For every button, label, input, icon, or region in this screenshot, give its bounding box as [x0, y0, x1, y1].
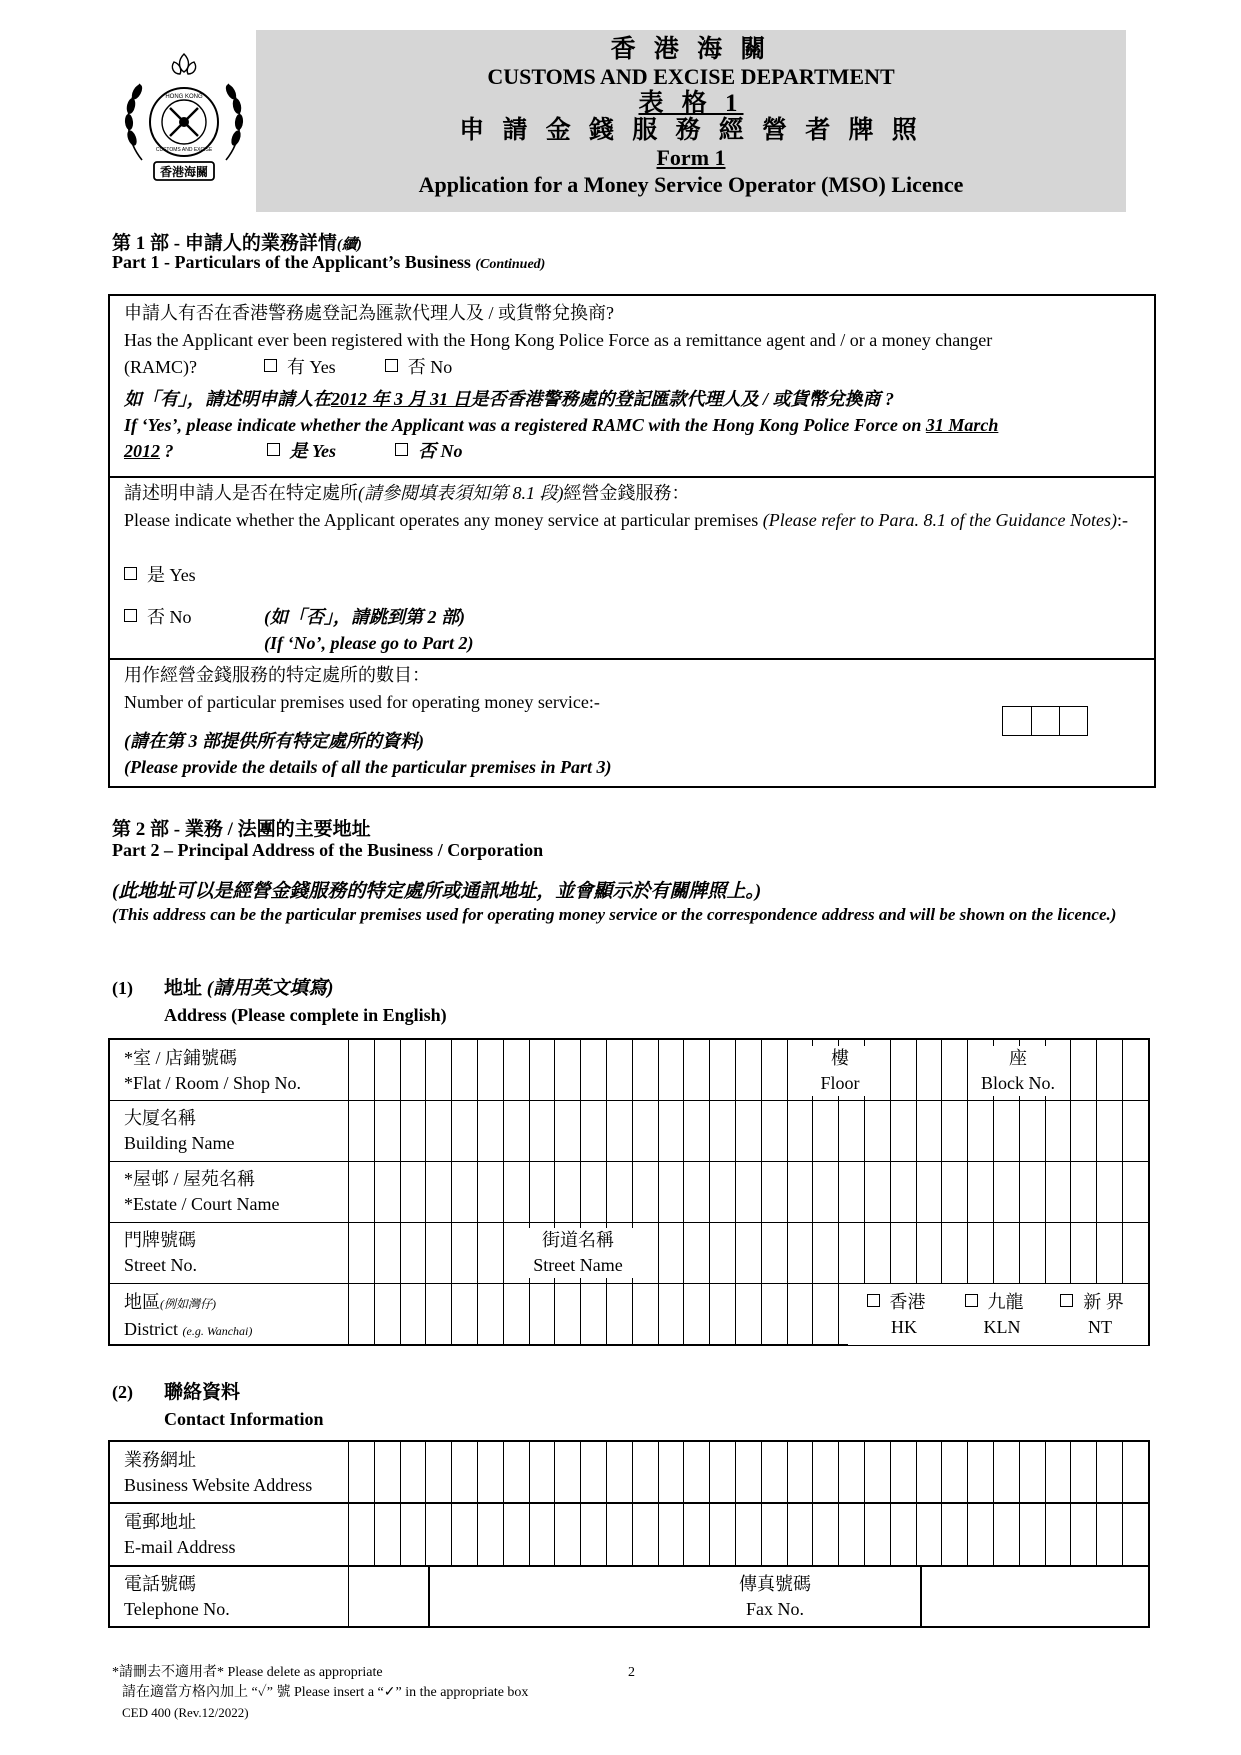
- entry-cell-divider: [425, 1442, 426, 1502]
- entry-cell-divider: [1045, 1504, 1046, 1565]
- entry-cell-divider: [580, 1442, 581, 1502]
- entry-cell-divider: [400, 1504, 401, 1565]
- entry-cell-divider: [890, 1223, 891, 1283]
- building-label: 大厦名稱 Building Name: [124, 1108, 235, 1153]
- entry-cell-divider: [1122, 1504, 1123, 1565]
- entry-cell-divider: [709, 1223, 710, 1283]
- entry-cell-divider: [658, 1162, 659, 1222]
- entry-cell-divider: [735, 1442, 736, 1502]
- telephone-label: 電話號碼 Telephone No.: [124, 1574, 230, 1619]
- entry-cell-divider: [477, 1284, 478, 1346]
- entry-cell-divider: [400, 1101, 401, 1161]
- entry-cell-divider: [606, 1162, 607, 1222]
- entry-cell-divider: [967, 1442, 968, 1502]
- section1-heading: 地址 (請用英文填寫) Address (Please complete in English): [164, 978, 447, 1025]
- entry-cell-divider: [761, 1101, 762, 1161]
- entry-cell-divider: [683, 1223, 684, 1283]
- entry-cell-divider: [812, 1504, 813, 1565]
- entry-cell-divider: [400, 1223, 401, 1283]
- entry-cell-divider: [1070, 1442, 1071, 1502]
- entry-cell-divider: [993, 1101, 994, 1161]
- entry-cell-divider: [1019, 1504, 1020, 1565]
- entry-cell-divider: [941, 1040, 942, 1100]
- entry-cell-divider: [425, 1040, 426, 1100]
- entry-cell-divider: [1019, 1442, 1020, 1502]
- entry-cell-divider: [1045, 1101, 1046, 1161]
- entry-cell-divider: [1045, 1223, 1046, 1283]
- email-label: 電郵地址 E-mail Address: [124, 1512, 236, 1557]
- section2-number: (2): [112, 1382, 133, 1402]
- entry-cell-divider: [606, 1284, 607, 1346]
- entry-cell-divider: [916, 1101, 917, 1161]
- entry-cell-divider: [477, 1504, 478, 1565]
- entry-cell-divider: [632, 1040, 633, 1100]
- entry-cell-divider: [658, 1442, 659, 1502]
- q2-text: 請述明申請人是否在特定處所(請參閱填表須知第 8.1 段)經營金錢服務： Please indicate whether the Applicant operates any money service at particular premises (Please refer to Para. 8.1 of the Guidance Notes):-: [124, 483, 1129, 530]
- entry-cell-divider: [787, 1442, 788, 1502]
- logo-text-bottom: CUSTOMS AND EXCISE: [155, 147, 213, 153]
- entry-cell-divider: [967, 1162, 968, 1222]
- entry-cell-divider: [890, 1442, 891, 1502]
- entry-cell-divider: [864, 1223, 865, 1283]
- entry-cell-divider: [606, 1040, 607, 1100]
- part1-heading-zh: 第 1 部 - 申請人的業務詳情(續): [112, 233, 362, 254]
- q3-note: (請在第 3 部提供所有特定處所的資料) (Please provide the details of all the particular premises in Part 3): [124, 731, 612, 777]
- entry-cell-divider: [503, 1101, 504, 1161]
- entry-cell-divider: [425, 1284, 426, 1346]
- entry-cell-divider: [374, 1504, 375, 1565]
- entry-cell-divider: [1122, 1442, 1123, 1502]
- entry-cell-divider: [812, 1101, 813, 1161]
- entry-cell-divider: [993, 1504, 994, 1565]
- entry-cell-divider: [683, 1040, 684, 1100]
- form-title-zh: 申 請 金 錢 服 務 經 營 者 牌 照: [459, 117, 923, 144]
- entry-cell-divider: [554, 1040, 555, 1100]
- entry-cell-divider: [941, 1162, 942, 1222]
- entry-cell-divider: [477, 1101, 478, 1161]
- entry-cell-divider: [709, 1504, 710, 1565]
- entry-cell-divider: [761, 1162, 762, 1222]
- entry-cell-divider: [503, 1162, 504, 1222]
- entry-cell-divider: [529, 1162, 530, 1222]
- part2-heading-zh: 第 2 部 - 業務 / 法團的主要地址: [112, 819, 371, 840]
- entry-cell-divider: [451, 1442, 452, 1502]
- entry-cell-divider: [529, 1442, 530, 1502]
- entry-cell-divider: [1096, 1504, 1097, 1565]
- entry-cell-divider: [503, 1223, 504, 1283]
- form-revision: CED 400 (Rev.12/2022): [122, 1705, 249, 1720]
- q1-no-checkbox[interactable]: [385, 359, 398, 372]
- entry-cell-divider: [683, 1101, 684, 1161]
- entry-cell-divider: [709, 1442, 710, 1502]
- entry-cell-divider: [1019, 1223, 1020, 1283]
- q2-no-checkbox[interactable]: [124, 609, 137, 622]
- entry-cell-divider: [606, 1101, 607, 1161]
- entry-cell-divider: [735, 1223, 736, 1283]
- entry-cell-divider: [374, 1223, 375, 1283]
- flat-label: *室 / 店鋪號碼 *Flat / Room / Shop No.: [124, 1048, 302, 1093]
- q1b-no-checkbox[interactable]: [395, 443, 408, 456]
- entry-cell-divider: [890, 1101, 891, 1161]
- entry-cell-divider: [1070, 1223, 1071, 1283]
- entry-cell-divider: [1148, 1223, 1149, 1283]
- floor-label: 樓 Floor: [804, 1046, 876, 1096]
- entry-cell-divider: [838, 1162, 839, 1222]
- entry-cell-divider: [812, 1284, 813, 1346]
- entry-cell-divider: [425, 1504, 426, 1565]
- q1-yes-checkbox[interactable]: [264, 359, 277, 372]
- entry-cell-divider: [632, 1504, 633, 1565]
- entry-cell-divider: [916, 1162, 917, 1222]
- entry-cell-divider: [890, 1162, 891, 1222]
- entry-cell-divider: [451, 1162, 452, 1222]
- entry-cell-divider: [787, 1040, 788, 1100]
- street-no-label: 門牌號碼 Street No.: [124, 1230, 197, 1275]
- website-label: 業務網址 Business Website Address: [124, 1448, 312, 1498]
- entry-cell-divider: [761, 1040, 762, 1100]
- entry-cell-divider: [580, 1284, 581, 1346]
- entry-cell-divider: [1122, 1101, 1123, 1161]
- entry-cell-divider: [374, 1442, 375, 1502]
- entry-cell-divider: [1019, 1101, 1020, 1161]
- phone-box-divider: [920, 1566, 922, 1626]
- entry-cell-divider: [477, 1442, 478, 1502]
- entry-cell-divider: [993, 1442, 994, 1502]
- entry-cell-divider: [1096, 1040, 1097, 1100]
- entry-cell-divider: [503, 1040, 504, 1100]
- entry-cell-divider: [1070, 1040, 1071, 1100]
- entry-cell-divider: [787, 1223, 788, 1283]
- entry-cell-divider: [864, 1162, 865, 1222]
- form-header: [256, 30, 1126, 212]
- entry-cell-divider: [425, 1223, 426, 1283]
- form-number-zh: 表 格 1: [638, 90, 744, 117]
- entry-cell-divider: [348, 1442, 349, 1502]
- entry-cell-divider: [1148, 1040, 1149, 1100]
- entry-cell-divider: [838, 1101, 839, 1161]
- entry-cell-divider: [812, 1162, 813, 1222]
- entry-cell-divider: [1019, 1162, 1020, 1222]
- entry-cell-divider: [632, 1101, 633, 1161]
- entry-cell-divider: [735, 1101, 736, 1161]
- district-hk-checkbox[interactable]: [867, 1294, 880, 1307]
- entry-cell-divider: [838, 1284, 839, 1346]
- entry-cell-divider: [554, 1284, 555, 1346]
- entry-cell-divider: [967, 1101, 968, 1161]
- entry-cell-divider: [580, 1162, 581, 1222]
- entry-cell-divider: [761, 1442, 762, 1502]
- entry-cell-divider: [606, 1442, 607, 1502]
- premises-count-input[interactable]: [1002, 706, 1088, 736]
- district-nt-option: 新 界 NT: [1044, 1290, 1140, 1340]
- entry-cell-divider: [348, 1284, 349, 1346]
- entry-cell-divider: [1096, 1101, 1097, 1161]
- entry-cell-divider: [554, 1504, 555, 1565]
- entry-cell-divider: [890, 1504, 891, 1565]
- street-name-label: 街道名稱 Street Name: [518, 1228, 638, 1278]
- entry-cell-divider: [761, 1284, 762, 1346]
- block-label: 座 Block No.: [970, 1046, 1066, 1096]
- q2-yes-checkbox[interactable]: [124, 567, 137, 580]
- entry-cell-divider: [683, 1162, 684, 1222]
- entry-cell-divider: [735, 1504, 736, 1565]
- entry-cell-divider: [658, 1223, 659, 1283]
- q2-yes-option: 是 Yes: [124, 562, 196, 589]
- district-options: [848, 1290, 1148, 1345]
- entry-cell-divider: [916, 1504, 917, 1565]
- dept-name-zh: 香 港 海 關: [610, 36, 772, 63]
- entry-cell-divider: [916, 1223, 917, 1283]
- q1b-text: 如「有」，請述明申請人在2012 年 3 月 31 日是否香港警務處的登記匯款代理人及 / 或貨幣兌換商 ? If ‘Yes’, please indicate whether the Applicant was a registered RAMC with the Hong Kong Police Force on 31 March 2012 ? 是 Yes 否 No: [124, 389, 999, 461]
- footer-note-tick: 請在適當方格內加上 “✓” 號 Please insert a “✓” in the appropriate box: [122, 1685, 529, 1700]
- district-kln-option: 九龍 KLN: [946, 1290, 1042, 1340]
- section2-heading: 聯絡資料 Contact Information: [164, 1382, 324, 1429]
- entry-cell-divider: [529, 1101, 530, 1161]
- entry-cell-divider: [658, 1101, 659, 1161]
- entry-cell-divider: [451, 1040, 452, 1100]
- entry-cell-divider: [709, 1162, 710, 1222]
- entry-cell-divider: [1045, 1442, 1046, 1502]
- entry-cell-divider: [812, 1442, 813, 1502]
- q2-no-option: 否 No: [124, 604, 192, 631]
- entry-cell-divider: [864, 1101, 865, 1161]
- entry-cell-divider: [554, 1162, 555, 1222]
- estate-label: *屋邨 / 屋苑名稱 *Estate / Court Name: [124, 1169, 280, 1214]
- logo-text-zh: 香港海關: [159, 165, 209, 179]
- entry-cell-divider: [838, 1504, 839, 1565]
- entry-cell-divider: [1148, 1442, 1149, 1502]
- entry-cell-divider: [787, 1504, 788, 1565]
- entry-cell-divider: [632, 1162, 633, 1222]
- entry-cell-divider: [1045, 1162, 1046, 1222]
- entry-cell-divider: [580, 1040, 581, 1100]
- entry-cell-divider: [477, 1162, 478, 1222]
- entry-cell-divider: [683, 1284, 684, 1346]
- district-label: 地區(例如灣仔) District (e.g. Wanchai): [124, 1292, 253, 1339]
- entry-cell-divider: [838, 1223, 839, 1283]
- entry-cell-divider: [941, 1504, 942, 1565]
- entry-cell-divider: [1122, 1162, 1123, 1222]
- entry-cell-divider: [941, 1223, 942, 1283]
- entry-cell-divider: [1122, 1223, 1123, 1283]
- part1-heading-en: Part 1 - Particulars of the Applicant’s Business (Continued): [112, 252, 546, 272]
- entry-cell-divider: [787, 1284, 788, 1346]
- address-grid: [108, 1038, 1150, 1346]
- entry-cell-divider: [683, 1442, 684, 1502]
- entry-cell-divider: [735, 1040, 736, 1100]
- entry-cell-divider: [400, 1162, 401, 1222]
- entry-cell-divider: [374, 1040, 375, 1100]
- entry-cell-divider: [812, 1223, 813, 1283]
- logo-text-top: HONG KONG: [165, 94, 203, 100]
- entry-cell-divider: [993, 1162, 994, 1222]
- dept-name-en: CUSTOMS AND EXCISE DEPARTMENT: [487, 64, 895, 89]
- entry-cell-divider: [606, 1504, 607, 1565]
- entry-cell-divider: [1096, 1162, 1097, 1222]
- q3-text: 用作經營金錢服務的特定處所的數目： Number of particular premises used for operating money service:-: [124, 665, 600, 712]
- entry-cell-divider: [580, 1101, 581, 1161]
- entry-cell-divider: [993, 1223, 994, 1283]
- entry-cell-divider: [1070, 1101, 1071, 1161]
- entry-cell-divider: [864, 1504, 865, 1565]
- form-number-en: Form 1: [656, 145, 726, 170]
- entry-cell-divider: [1070, 1504, 1071, 1565]
- district-kln-checkbox[interactable]: [965, 1294, 978, 1307]
- entry-cell-divider: [348, 1223, 349, 1283]
- entry-cell-divider: [554, 1442, 555, 1502]
- entry-cell-divider: [554, 1101, 555, 1161]
- entry-cell-divider: [1070, 1162, 1071, 1222]
- entry-cell-divider: [1096, 1442, 1097, 1502]
- part1-questions-box: [108, 294, 1156, 788]
- entry-cell-divider: [890, 1040, 891, 1100]
- q2-note: (如「否」，請跳到第 2 部) (If ‘No’, please go to Part 2): [264, 607, 474, 653]
- part2-heading-en: Part 2 – Principal Address of the Business / Corporation: [112, 840, 544, 860]
- entry-cell-divider: [761, 1504, 762, 1565]
- entry-cell-divider: [761, 1223, 762, 1283]
- entry-cell-divider: [374, 1101, 375, 1161]
- entry-cell-divider: [374, 1162, 375, 1222]
- entry-cell-divider: [709, 1101, 710, 1161]
- fax-label: 傳真號碼 Fax No.: [730, 1572, 820, 1622]
- entry-cell-divider: [1122, 1040, 1123, 1100]
- q1b-yes-checkbox[interactable]: [267, 443, 280, 456]
- entry-cell-divider: [425, 1162, 426, 1222]
- entry-cell-divider: [658, 1504, 659, 1565]
- entry-cell-divider: [632, 1284, 633, 1346]
- entry-cell-divider: [400, 1040, 401, 1100]
- entry-cell-divider: [451, 1504, 452, 1565]
- entry-cell-divider: [658, 1284, 659, 1346]
- entry-cell-divider: [503, 1284, 504, 1346]
- district-hk-option: 香港 HK: [848, 1290, 944, 1340]
- entry-cell-divider: [529, 1284, 530, 1346]
- entry-cell-divider: [451, 1101, 452, 1161]
- district-nt-checkbox[interactable]: [1060, 1294, 1073, 1307]
- section1-number: (1): [112, 978, 133, 998]
- entry-cell-divider: [658, 1040, 659, 1100]
- entry-cell-divider: [451, 1223, 452, 1283]
- part2-note: (此地址可以是經營金錢服務的特定處所或通訊地址，並會顯示於有關牌照上。) (This address can be the particular premises used for operating money service or the correspondence address and will be shown on the licence.): [112, 881, 1117, 924]
- entry-cell-divider: [503, 1504, 504, 1565]
- page-number: 2: [628, 1665, 635, 1680]
- entry-cell-divider: [529, 1040, 530, 1100]
- entry-cell-divider: [1096, 1223, 1097, 1283]
- entry-cell-divider: [941, 1101, 942, 1161]
- entry-cell-divider: [529, 1504, 530, 1565]
- entry-cell-divider: [348, 1040, 349, 1100]
- entry-cell-divider: [632, 1442, 633, 1502]
- q1-text: 申請人有否在香港警務處登記為匯款代理人及 / 或貨幣兌換商? Has the Applicant ever been registered with the Hong Kong Police Force as a remittance agent and / or a money changer (RAMC)? 有 Yes 否 No: [124, 303, 993, 377]
- entry-cell-divider: [580, 1504, 581, 1565]
- entry-cell-divider: [1148, 1101, 1149, 1161]
- entry-cell-divider: [374, 1284, 375, 1346]
- entry-cell-divider: [400, 1442, 401, 1502]
- entry-cell-divider: [683, 1504, 684, 1565]
- entry-cell-divider: [967, 1040, 968, 1100]
- entry-cell-divider: [916, 1442, 917, 1502]
- entry-cell-divider: [1148, 1162, 1149, 1222]
- entry-cell-divider: [967, 1504, 968, 1565]
- entry-cell-divider: [787, 1101, 788, 1161]
- phone-box-divider: [428, 1566, 430, 1626]
- entry-cell-divider: [838, 1442, 839, 1502]
- entry-cell-divider: [735, 1162, 736, 1222]
- customs-emblem-logo: [118, 50, 250, 188]
- entry-cell-divider: [451, 1284, 452, 1346]
- entry-cell-divider: [477, 1040, 478, 1100]
- entry-cell-divider: [1148, 1504, 1149, 1565]
- entry-cell-divider: [348, 1162, 349, 1222]
- entry-cell-divider: [400, 1284, 401, 1346]
- entry-cell-divider: [348, 1504, 349, 1565]
- entry-cell-divider: [941, 1442, 942, 1502]
- entry-cell-divider: [709, 1284, 710, 1346]
- entry-cell-divider: [787, 1162, 788, 1222]
- entry-cell-divider: [709, 1040, 710, 1100]
- entry-cell-divider: [735, 1284, 736, 1346]
- entry-cell-divider: [425, 1101, 426, 1161]
- entry-cell-divider: [864, 1442, 865, 1502]
- entry-cell-divider: [477, 1223, 478, 1283]
- entry-cell-divider: [348, 1101, 349, 1161]
- entry-cell-divider: [503, 1442, 504, 1502]
- contact-grid: [108, 1440, 1150, 1628]
- entry-cell-divider: [916, 1040, 917, 1100]
- form-title-en: Application for a Money Service Operator (MSO) Licence: [418, 172, 964, 197]
- entry-cell-divider: [967, 1223, 968, 1283]
- footer-note-delete: *請刪去不適用者* Please delete as appropriate: [112, 1665, 383, 1680]
